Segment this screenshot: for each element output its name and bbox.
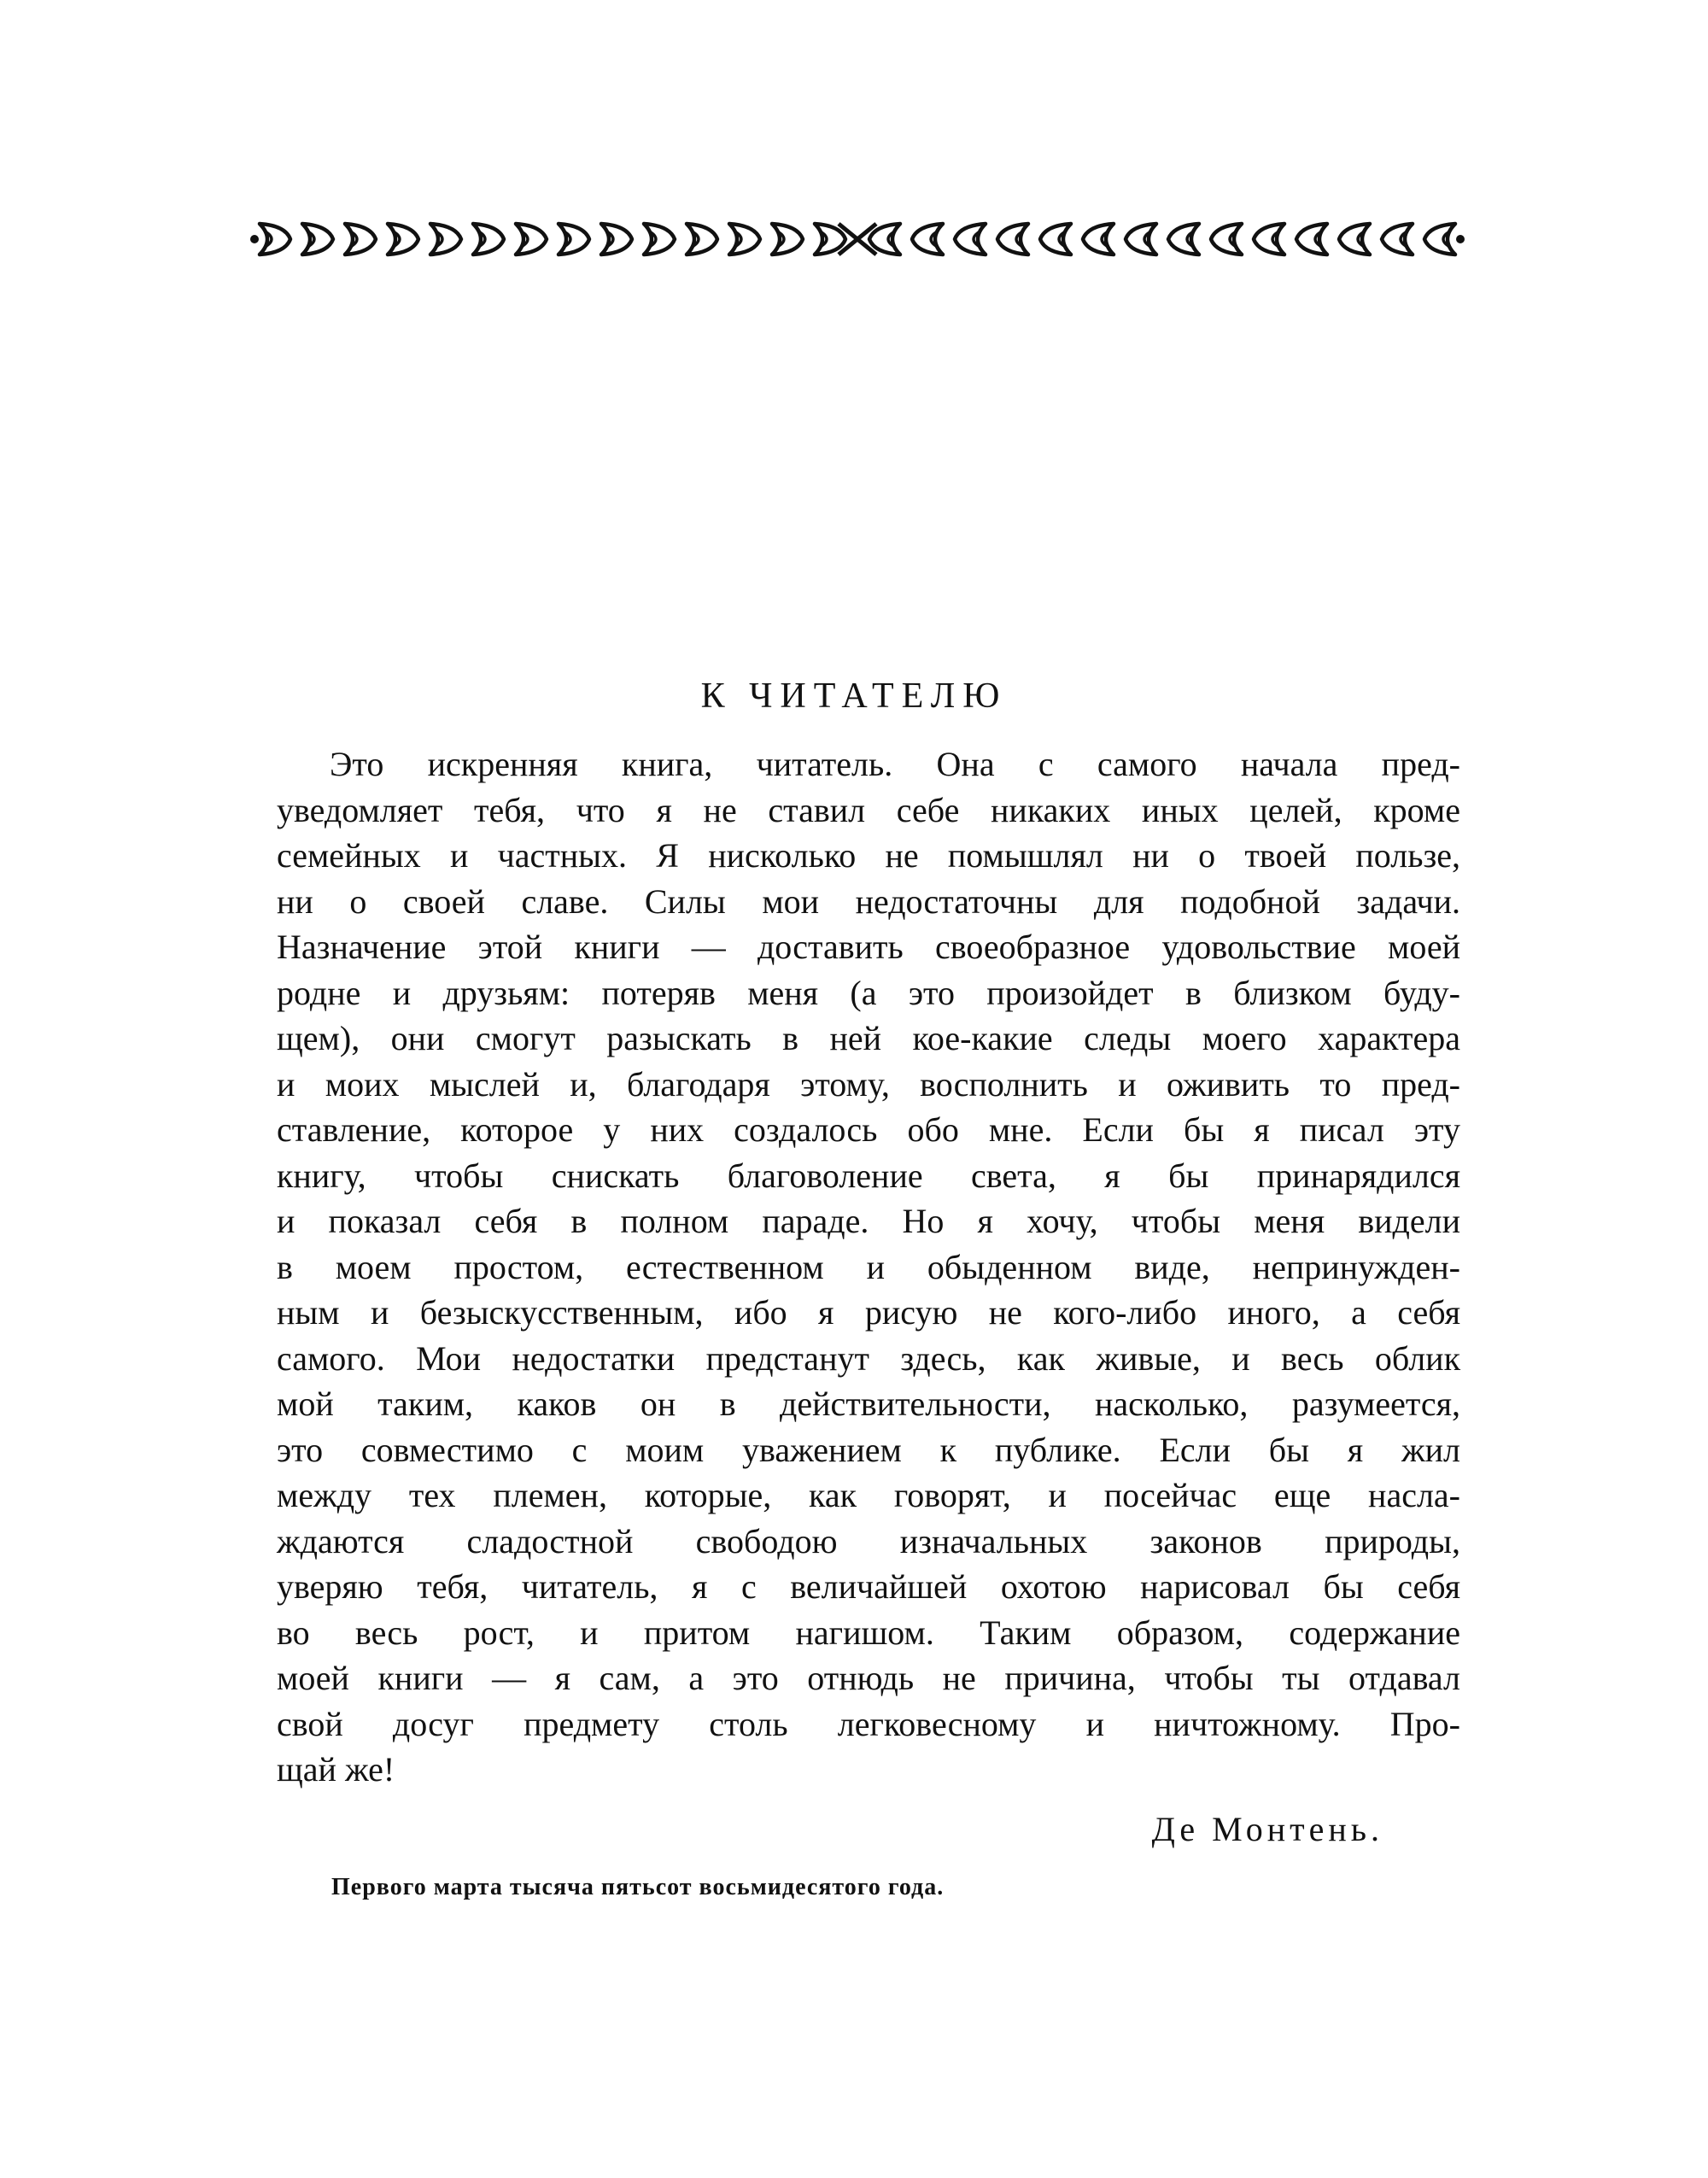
ornament-leaf [516, 224, 547, 255]
body-line: мой таким, каков он в действительности, насколько, разумеется, [277, 1385, 1460, 1423]
ornament-leaf [302, 224, 333, 255]
ornament-leaf [345, 224, 376, 255]
date-line: Первого марта тысяча пятьсот восьмидесятого года. [331, 1874, 945, 1900]
ornament-leaf [772, 224, 803, 255]
body-line: уверяю тебя, читатель, я с величайшей охотою нарисовал бы себя [277, 1567, 1460, 1606]
ornament-leaf [260, 224, 290, 255]
body-text [277, 741, 1460, 1793]
ornament-leaf [1382, 224, 1413, 255]
body-line: моей книги — я сам, а это отнюдь не причина, чтобы ты отдавал [277, 1659, 1460, 1697]
ornament-leaf [1254, 224, 1284, 255]
ornament-leaf [815, 224, 845, 255]
body-line: свой досуг предмету столь легковесному и ничтожному. Про- [277, 1704, 1460, 1743]
ornament-leaf [912, 224, 943, 255]
ornament-end-dot [250, 235, 259, 243]
page-title: К ЧИТАТЕЛЮ [700, 676, 1008, 716]
body-line: семейных и частных. Я нисколько не помышлял ни о твоей пользе, [277, 836, 1460, 875]
body-line: Это искренняя книга, читатель. Она с самого начала пред- [330, 745, 1460, 783]
ornament-leaf [1083, 224, 1114, 255]
ornament-leaf [473, 224, 504, 255]
body-line: ни о своей славе. Силы мои недостаточны для подобной задачи. [277, 881, 1460, 921]
ornament-leaf [869, 224, 900, 255]
decorative-ornament-border [249, 214, 1465, 265]
body-line: между тех племен, которые, как говорят, и посейчас еще насла- [277, 1476, 1460, 1514]
body-line: во весь рост, и притом нагишом. Таким образом, содержание [277, 1613, 1460, 1652]
body-line: ждаются сладостной свободою изначальных законов природы, [277, 1521, 1460, 1560]
ornament-leaf [955, 224, 986, 255]
ornament-leaf [687, 224, 717, 255]
body-line: ным и безыскусственным, ибо я рисую не кого-либо иного, а себя [277, 1293, 1460, 1332]
ornament-leaf [1424, 224, 1455, 255]
ornament-leaf [1168, 224, 1199, 255]
ornament-leaf [1040, 224, 1071, 255]
ornament-end-dot [1456, 235, 1465, 243]
ornament-leaf [559, 224, 589, 255]
ornament-leaf [601, 224, 632, 255]
ornament-leaf [1339, 224, 1370, 255]
body-line: это совместимо с моим уважением к публике. Если бы я жил [277, 1430, 1460, 1469]
body-line: уведомляет тебя, что я не ставил себе никаких иных целей, кроме [277, 790, 1460, 829]
body-line: в моем простом, естественном и обыденном виде, непринужден- [277, 1247, 1460, 1286]
body-line: книгу, чтобы снискать благоволение света, я бы принарядился [277, 1156, 1460, 1195]
ornament-leaf [729, 224, 760, 255]
body-line: самого. Мои недостатки предстанут здесь, как живые, и весь облик [277, 1338, 1460, 1378]
body-line: ставление, которое у них создалось обо мне. Если бы я писал эту [277, 1110, 1460, 1149]
body-line: щем), они смогут разыскать в ней кое-какие следы моего характера [277, 1019, 1460, 1057]
ornament-leaf [388, 224, 418, 255]
body-line: и моих мыслей и, благодаря этому, восполнить и оживить то пред- [277, 1064, 1460, 1104]
ornament-leaf [1296, 224, 1327, 255]
ornament-leaf [997, 224, 1028, 255]
author-signature: Де Монтень. [1151, 1810, 1383, 1848]
ornament-leaf [1126, 224, 1156, 255]
body-line: и показал себя в полном параде. Но я хочу, чтобы меня видели [277, 1202, 1460, 1240]
ornament-leaf [1211, 224, 1242, 255]
ornament-leaf [430, 224, 461, 255]
body-line: родне и друзьям: потеряв меня (а это произойдет в близком буду- [277, 973, 1460, 1012]
ornament-leaf [644, 224, 675, 255]
body-line: Назначение этой книги — доставить своеобразное удовольствие моей [277, 928, 1460, 966]
body-line: щай же! [277, 1750, 395, 1789]
